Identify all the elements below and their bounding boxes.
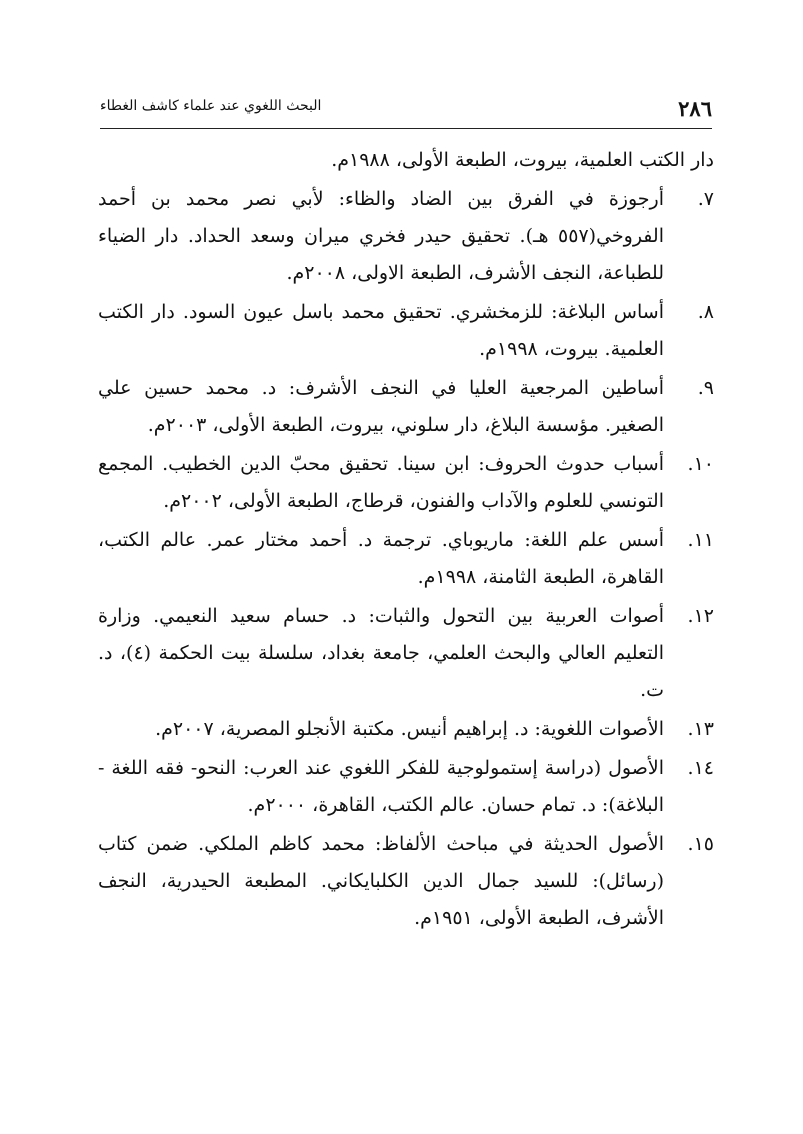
reference-item bbox=[98, 294, 714, 368]
page-number: ٢٨٦ bbox=[678, 96, 712, 121]
reference-text: أساس البلاغة: للزمخشري. تحقيق محمد باسل عيون السود. دار الكتب العلمية. بيروت، ١٩٩٨م. bbox=[98, 301, 664, 360]
reference-item bbox=[98, 522, 714, 596]
reference-number: ٧. bbox=[697, 188, 714, 210]
reference-item bbox=[98, 446, 714, 520]
reference-text: أسباب حدوث الحروف: ابن سينا. تحقيق محبّ الدين الخطيب. المجمع التونسي للعلوم والآداب والفنون، قرطاج، الطبعة الأولى، ٢٠٠٢م. bbox=[98, 453, 664, 512]
reference-text: الأصوات اللغوية: د. إبراهيم أنيس. مكتبة الأنجلو المصرية، ٢٠٠٧م. bbox=[155, 718, 664, 740]
reference-item bbox=[98, 711, 714, 748]
reference-number: ١٤. bbox=[687, 757, 714, 779]
reference-item bbox=[98, 370, 714, 444]
reference-number: ١٢. bbox=[687, 605, 714, 627]
running-title: البحث اللغوي عند علماء كاشف الغطاء bbox=[100, 98, 322, 114]
reference-text: أرجوزة في الفرق بين الضاد والظاء: لأبي نصر محمد بن أحمد الفروخي(٥٥٧ هـ). تحقيق حيدر فخري ميران وسعد الحداد. دار الضياء للطباعة، النجف الأشرف، الطبعة الاولى، ٢٠٠٨م. bbox=[98, 188, 664, 284]
reference-text: الأصول (دراسة إستمولوجية للفكر اللغوي عند العرب: النحو- فقه اللغة - البلاغة): د. تمام حسان. عالم الكتب، القاهرة، ٢٠٠٠م. bbox=[98, 757, 664, 816]
references-list bbox=[98, 142, 714, 937]
reference-item bbox=[98, 826, 714, 937]
reference-number: ١٣. bbox=[687, 718, 714, 740]
reference-text: أسس علم اللغة: ماريوباي. ترجمة د. أحمد مختار عمر. عالم الكتب، القاهرة، الطبعة الثامنة، ١٩٩٨م. bbox=[98, 529, 664, 588]
reference-number: ١١. bbox=[687, 529, 714, 551]
continued-reference: دار الكتب العلمية، بيروت، الطبعة الأولى، ١٩٨٨م. bbox=[331, 149, 714, 171]
reference-number: ١٥. bbox=[687, 833, 714, 855]
reference-number: ١٠. bbox=[687, 453, 714, 475]
reference-number: ٩. bbox=[697, 377, 714, 399]
reference-number: ٨. bbox=[697, 301, 714, 323]
reference-item bbox=[98, 750, 714, 824]
reference-text: الأصول الحديثة في مباحث الألفاظ: محمد كاظم الملكي. ضمن كتاب (رسائل): للسيد جمال الدين الكلبايكاني. المطبعة الحيدرية، النجف الأشرف، الطبعة الأولى، ١٩٥١م. bbox=[98, 833, 664, 929]
reference-item bbox=[98, 598, 714, 709]
page-header bbox=[100, 88, 712, 129]
reference-text: أصوات العربية بين التحول والثبات: د. حسام سعيد النعيمي. وزارة التعليم العالي والبحث العلمي، جامعة بغداد، سلسلة بيت الحكمة (٤)، د. ت. bbox=[98, 605, 664, 701]
reference-text: أساطين المرجعية العليا في النجف الأشرف: د. محمد حسين علي الصغير. مؤسسة البلاغ، دار سلوني، بيروت، الطبعة الأولى، ٢٠٠٣م. bbox=[98, 377, 664, 436]
reference-item bbox=[98, 181, 714, 292]
